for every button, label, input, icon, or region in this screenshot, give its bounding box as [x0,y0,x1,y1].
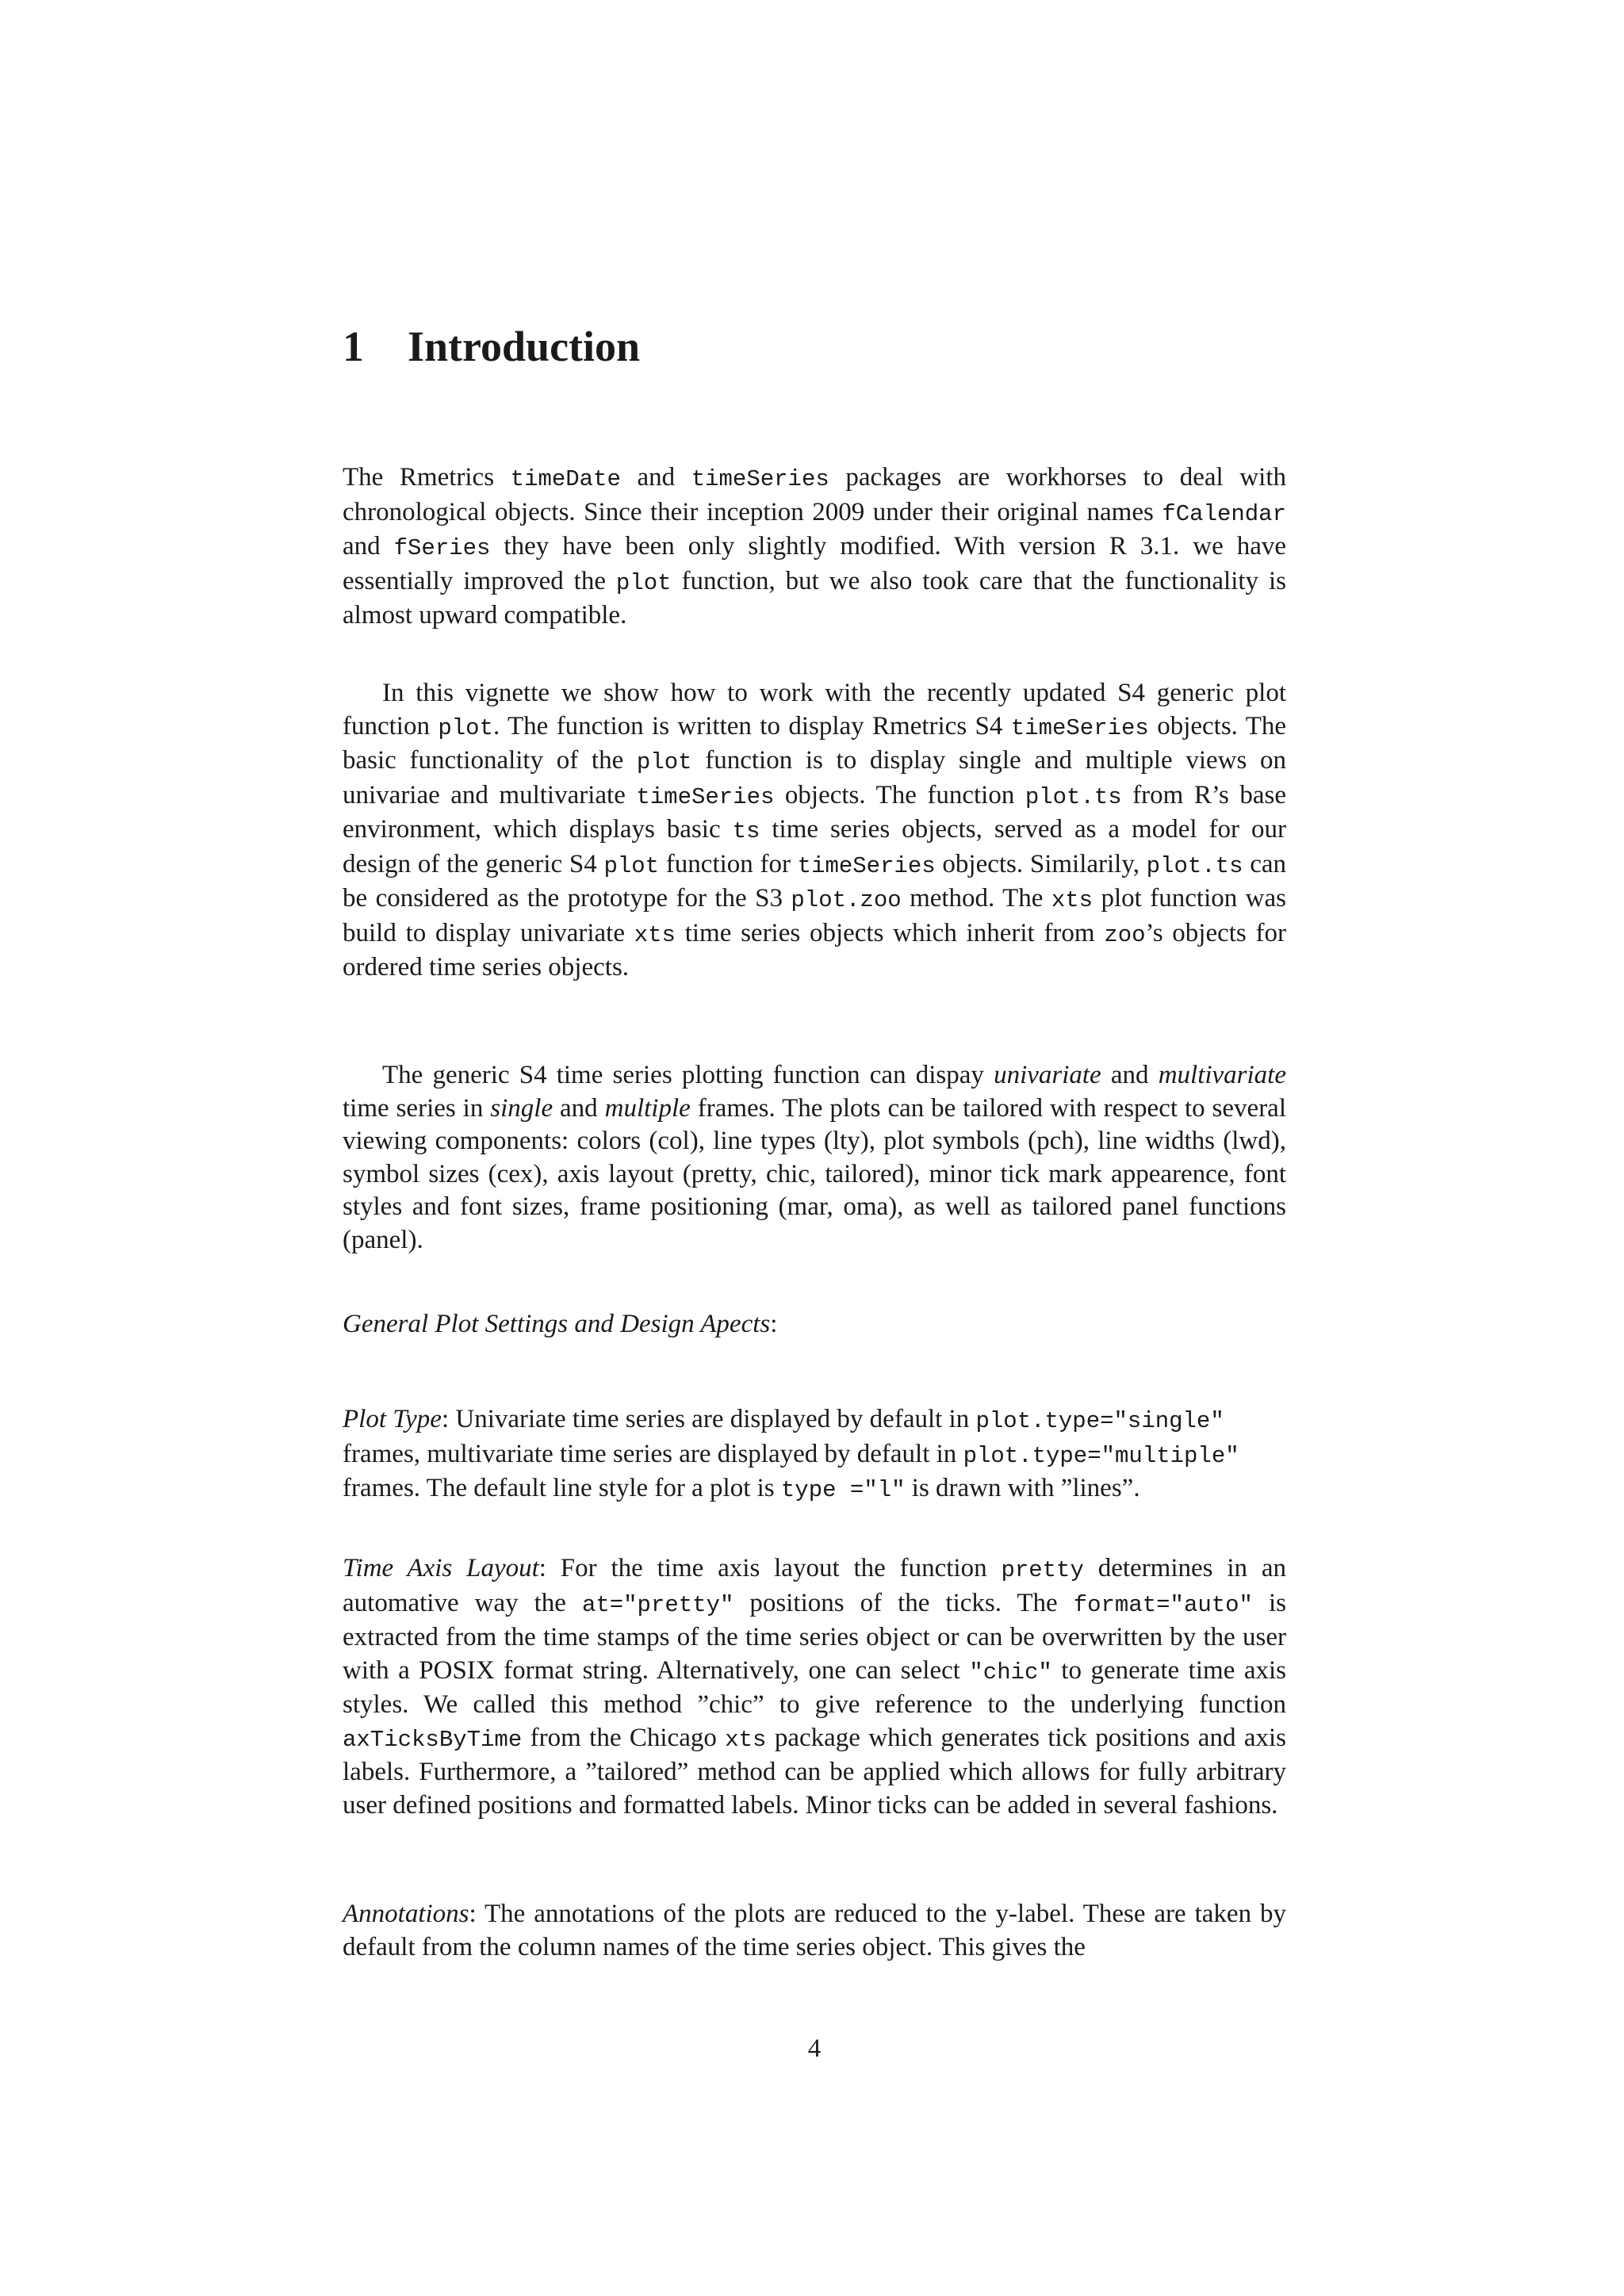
inline-code: format="auto" [1073,1591,1253,1618]
emphasis-text: single [490,1093,553,1123]
inline-code: plot [603,852,660,879]
inline-code: zoo [1104,921,1146,948]
inline-code: timeDate [510,466,621,492]
inline-code: xts [1051,887,1094,913]
paragraph-annotations: Annotations: The annotations of the plots are reduced to the y-label. These are taken by default from the column names of the time series object. This gives the [343,1900,1286,1961]
inline-code: timeSeries [1010,714,1149,741]
section-title: Introduction [408,323,641,370]
inline-code: timeSeries [797,852,936,879]
emphasis-text: General Plot Settings and Design Apects [343,1310,771,1338]
emphasis-text: Annotations [343,1900,469,1928]
emphasis-text: multivariate [1158,1061,1286,1089]
inline-code: plot.zoo [791,887,902,913]
section-number: 1 [343,323,364,370]
inline-code: fSeries [393,535,491,561]
page-number: 4 [807,2034,822,2063]
paragraph-intro: The Rmetrics timeDate and timeSeries packages are workhorses to deal with chronological objects. Since their inception 2009 under their original names fCalendar and fSeries they have been only slightly modified. With version R 3.1. we have essentially improved the plot function, but we also took care that the functionality is almost upward compatible. [343,463,1287,629]
inline-code: axTicksByTime [343,1726,523,1753]
paragraph-plot-type: Plot Type: Univariate time series are displayed by default in plot.type="single" frames, multivariate time series are displayed by default in plot.type="multiple" frames. The default line style for a plot is type ="l" is drawn with ”lines”. [343,1405,1239,1503]
paragraph-generic-s4: The generic S4 time series plotting function can dispay univariate and multivariate time series in single and multiple frames. The plots can be tailored with respect to several viewing components: colors (col), line types (lty), plot symbols (pch), line widths (lwd), symbol sizes (cex), axis layout (pretty, chic, tailored), minor tick mark appearence, font styles and font sizes, frame positioning (mar, oma), as well as tailored panel functions (panel). [343,1061,1286,1254]
inline-code: timeSeries [691,466,829,492]
emphasis-text: univariate [994,1061,1101,1089]
emphasis-text: Plot Type [343,1405,442,1433]
paragraph-settings-heading: General Plot Settings and Design Apects: [343,1310,778,1338]
inline-code: plot [438,714,493,741]
document-page [343,0,1294,2296]
inline-code: plot [615,569,672,596]
inline-code: plot.type="single" [975,1408,1224,1434]
inline-code: plot.type="multiple" [963,1442,1239,1469]
inline-code: "chic" [969,1659,1052,1686]
inline-code: at="pretty" [581,1591,734,1618]
inline-code: ts [732,818,760,844]
paragraph-time-axis-layout: Time Axis Layout: For the time axis layout the function pretty determines in an automative way the at="pretty" positions of the ticks. The format="auto" is extracted from the time stamps of the time series object or can be overwritten by the user with a POSIX format string. Alternatively, one can select "chic" to generate time axis styles. We called this method ”chic” to give reference to the underlying function axTicksByTime from the Chicago xts package which generates tick positions and axis labels. Furthermore, a ”tailored” method can be applied which allows for fully arbitrary user defined positions and formatted labels. Minor ticks can be added in several fashions. [343,1554,1286,1820]
inline-code: timeSeries [636,783,775,810]
inline-code: xts [634,921,676,948]
emphasis-text: multiple [604,1093,691,1123]
inline-code: plot.ts [1025,783,1122,810]
inline-code: fCalendar [1162,500,1286,527]
inline-code: pretty [1001,1557,1084,1583]
inline-code: type ="l" [780,1477,906,1503]
inline-code: plot.ts [1146,852,1243,879]
inline-code: xts [725,1726,767,1753]
paragraph-vignette: In this vignette we show how to work with the recently updated S4 generic plot function plot. The function is written to display Rmetrics S4 timeSeries objects. The basic functionality of the plot function is to display single and multiple views on univariae and multivariate timeSeries objects. The function plot.ts from R’s base environment, which displays basic ts time series objects, served as a model for our design of the generic S4 plot function for timeSeries objects. Similarily, plot.ts can be considered as the prototype for the S3 plot.zoo method. The xts plot function was build to display univariate xts time series objects which inherit from zoo’s objects for ordered time series objects. [343,679,1287,982]
emphasis-text: Time Axis Layout [343,1554,539,1582]
inline-code: plot [636,749,692,775]
section-heading [343,325,640,368]
